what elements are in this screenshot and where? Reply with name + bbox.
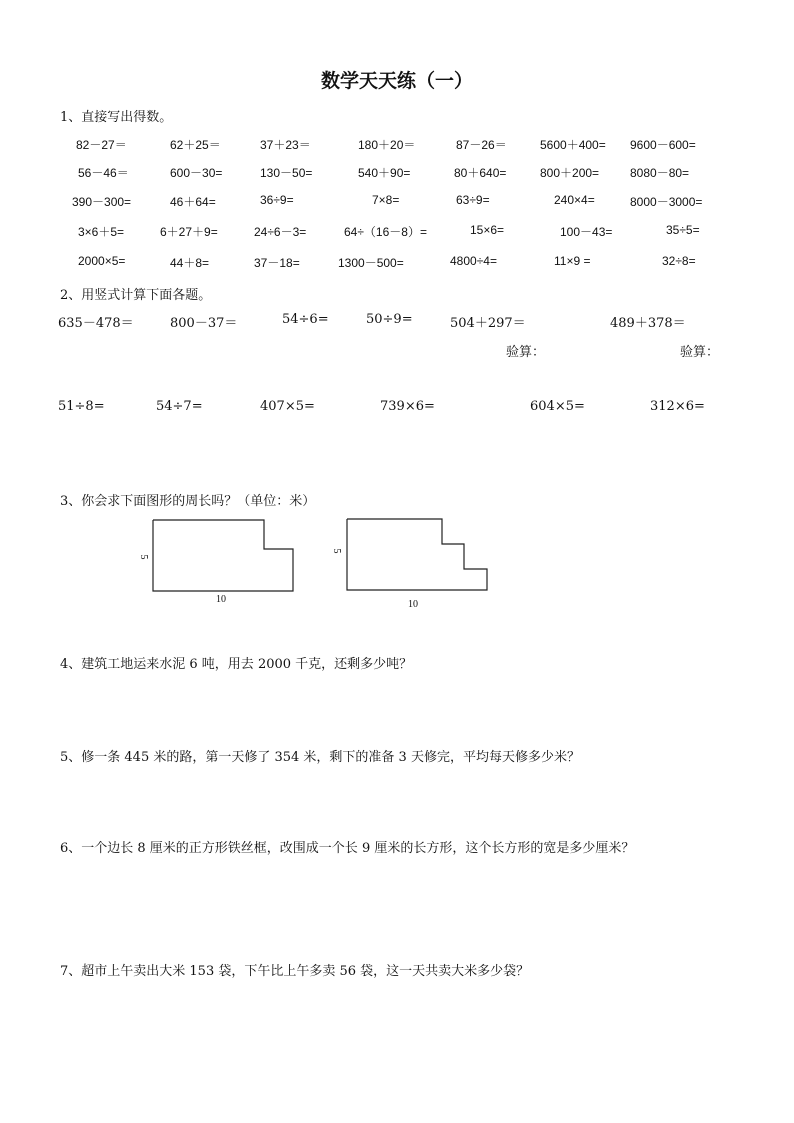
oral-item: 240×4=: [554, 193, 595, 207]
oral-item: 100－43=: [560, 225, 613, 239]
oral-item: 24÷6－3=: [254, 225, 307, 239]
page-title: 数学天天练（一）: [320, 70, 473, 92]
vertical-item: 51÷8=: [58, 399, 105, 414]
question-4: 4、建筑工地运来水泥 6 吨，用去 2000 千克，还剩多少吨？: [60, 657, 413, 672]
oral-item: 180＋20＝: [358, 138, 416, 152]
question-2: 2、用竖式计算下面各题。: [60, 288, 212, 303]
oral-item: 62＋25＝: [170, 138, 221, 152]
oral-item: 37－18=: [254, 256, 300, 270]
oral-item: 390－300=: [72, 195, 132, 209]
question-7: 7、超市上午卖出大米 153 袋，下午比上午多卖 56 袋，这一天共卖大米多少袋？: [60, 964, 530, 979]
oral-item: 2000×5=: [78, 254, 126, 268]
oral-item: 35÷5=: [666, 223, 700, 237]
vertical-item: 54÷6=: [282, 312, 329, 327]
oral-item: 3×6＋5=: [78, 225, 125, 239]
question-3: 3、你会求下面图形的周长吗？（单位：米）: [60, 494, 316, 509]
figure-1-height-label: 5: [138, 554, 149, 560]
oral-item: 80＋640=: [454, 166, 507, 180]
oral-item: 11×9 =: [554, 254, 591, 268]
oral-item: 56－46＝: [78, 166, 129, 180]
check-label: 验算：: [506, 345, 546, 360]
vertical-item: 312×6=: [650, 399, 705, 414]
figure-1-outline: [153, 520, 293, 591]
oral-item: 64÷（16－8）=: [344, 225, 427, 239]
question-5: 5、修一条 445 米的路，第一天修了 354 米，剩下的准备 3 天修完，平均每天修多少米？: [60, 750, 580, 765]
vertical-item: 800－37＝: [170, 316, 238, 331]
vertical-item: 489＋378＝: [610, 316, 686, 331]
figure-2-width-label: 10: [408, 599, 418, 610]
vertical-item: 50÷9=: [366, 312, 413, 327]
oral-item: 87－26＝: [456, 138, 507, 152]
oral-item: 82－27＝: [76, 138, 127, 152]
figure-2-height-label: 5: [331, 548, 342, 554]
vertical-item: 504＋297＝: [450, 316, 526, 331]
oral-item: 63÷9=: [456, 193, 490, 207]
oral-item: 15×6=: [470, 223, 505, 237]
oral-item: 7×8=: [372, 193, 400, 207]
oral-item: 800＋200=: [540, 166, 600, 180]
vertical-item: 635－478＝: [58, 316, 134, 331]
oral-item: 8000－3000=: [630, 195, 703, 209]
oral-item: 46＋64=: [170, 195, 216, 209]
vertical-item: 739×6=: [380, 399, 435, 414]
oral-item: 1300－500=: [338, 256, 404, 270]
oral-item: 44＋8=: [170, 256, 210, 270]
oral-item: 130－50=: [260, 166, 313, 180]
vertical-item: 604×5=: [530, 399, 585, 414]
vertical-item: 407×5=: [260, 399, 315, 414]
question-1: 1、直接写出得数。: [60, 110, 173, 125]
oral-item: 600－30=: [170, 166, 223, 180]
oral-item: 6＋27＋9=: [160, 225, 218, 239]
oral-item: 36÷9=: [260, 193, 294, 207]
oral-item: 540＋90=: [358, 166, 411, 180]
vertical-item: 54÷7=: [156, 399, 203, 414]
figure-1-width-label: 10: [216, 594, 226, 605]
question-6: 6、一个边长 8 厘米的正方形铁丝框，改围成一个长 9 厘米的长方形，这个长方形的宽是多少厘米？: [60, 841, 635, 856]
oral-item: 4800÷4=: [450, 254, 497, 268]
oral-item: 37＋23＝: [260, 138, 311, 152]
oral-item: 5600＋400=: [540, 138, 606, 152]
oral-item: 8080－80=: [630, 166, 690, 180]
check-label: 验算：: [680, 345, 720, 360]
figure-2-outline: [347, 519, 487, 590]
oral-item: 9600－600=: [630, 138, 696, 152]
oral-item: 32÷8=: [662, 254, 696, 268]
